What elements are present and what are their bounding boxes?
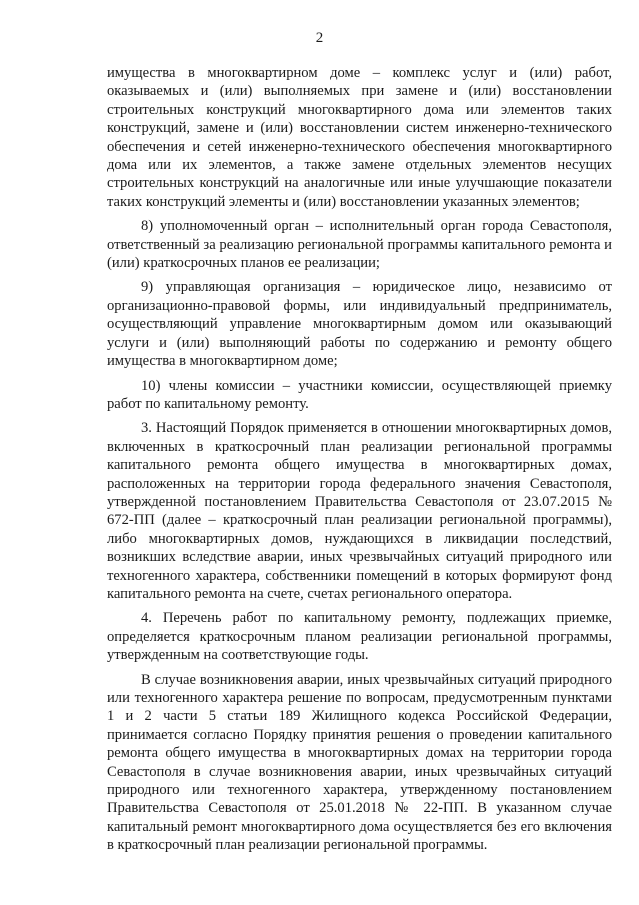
paragraph-item-9: 9) управляющая организация – юридическое лицо, независимо от организационно-правовой формы, или индивидуальный предприниматель, осуществляющий управление многоквартирным домом или оказывающий услуги и (или) выполняющий работы по содержанию и ремонту общего имущества в многоквартирном доме;	[107, 279, 612, 370]
paragraph-item-10: 10) члены комиссии – участники комиссии, осуществляющей приемку работ по капитальному ремонту.	[107, 377, 612, 412]
page-number: 2	[315, 30, 324, 46]
paragraph-section-4: 4. Перечень работ по капитальному ремонту, подлежащих приемке, определяется краткосрочным планом реализации региональной программы, утвержденным на соответствующие годы.	[107, 610, 612, 664]
paragraph-continuation: имущества в многоквартирном доме – комплекс услуг и (или) работ, оказываемых и (или) выполняемых при замене и (или) восстановлении строительных конструкций многоквартирного дома или элементов таких конструкций, замене и (или) восстановлении систем инженерно-технического обеспечения и сетей инженерно-технического обеспечения многоквартирного дома или их элементов, а также замене отдельных элементов несущих строительных конструкций на аналогичные или иные улучшающие показатели таких конструкций элементы и (или) восстановлении указанных элементов;	[107, 65, 612, 210]
document-body	[107, 64, 612, 861]
paragraph-item-8: 8) уполномоченный орган – исполнительный орган города Севастополя, ответственный за реализацию региональной программы капитального ремонта и (или) краткосрочных планов ее реализации;	[107, 218, 612, 272]
paragraph-emergency: В случае возникновения аварии, иных чрезвычайных ситуаций природного или техногенного характера решение по вопросам, предусмотренным пунктами 1 и 2 части 5 статьи 189 Жилищного кодекса Российской Федерации, принимается согласно Порядку принятия решения о проведении капитального ремонта общего имущества в многоквартирных домах на территории города Севастополя в случае возникновения аварии, иных чрезвычайных ситуаций природного или техногенного характера, утвержденному постановлением Правительства Севастополя от 25.01.2018 № 22-ПП. В указанном случае капитальный ремонт многоквартирного дома осуществляется без его включения в краткосрочный план реализации региональной программы.	[107, 671, 612, 854]
paragraph-section-3: 3. Настоящий Порядок применяется в отношении многоквартирных домов, включенных в краткосрочный план реализации региональной программы капитального ремонта общего имущества в многоквартирных домах, расположенных на территории города федерального значения Севастополя, утвержденной постановлением Правительства Севастополя от 23.07.2015 № 672-ПП (далее – краткосрочный план реализации региональной программы), либо многоквартирных домов, нуждающихся в ликвидации последствий, возникших вследствие аварии, иных чрезвычайных ситуаций природного или техногенного характера, собственники помещений в которых формируют фонд капитального ремонта на счете, счетах регионального оператора.	[107, 420, 612, 602]
